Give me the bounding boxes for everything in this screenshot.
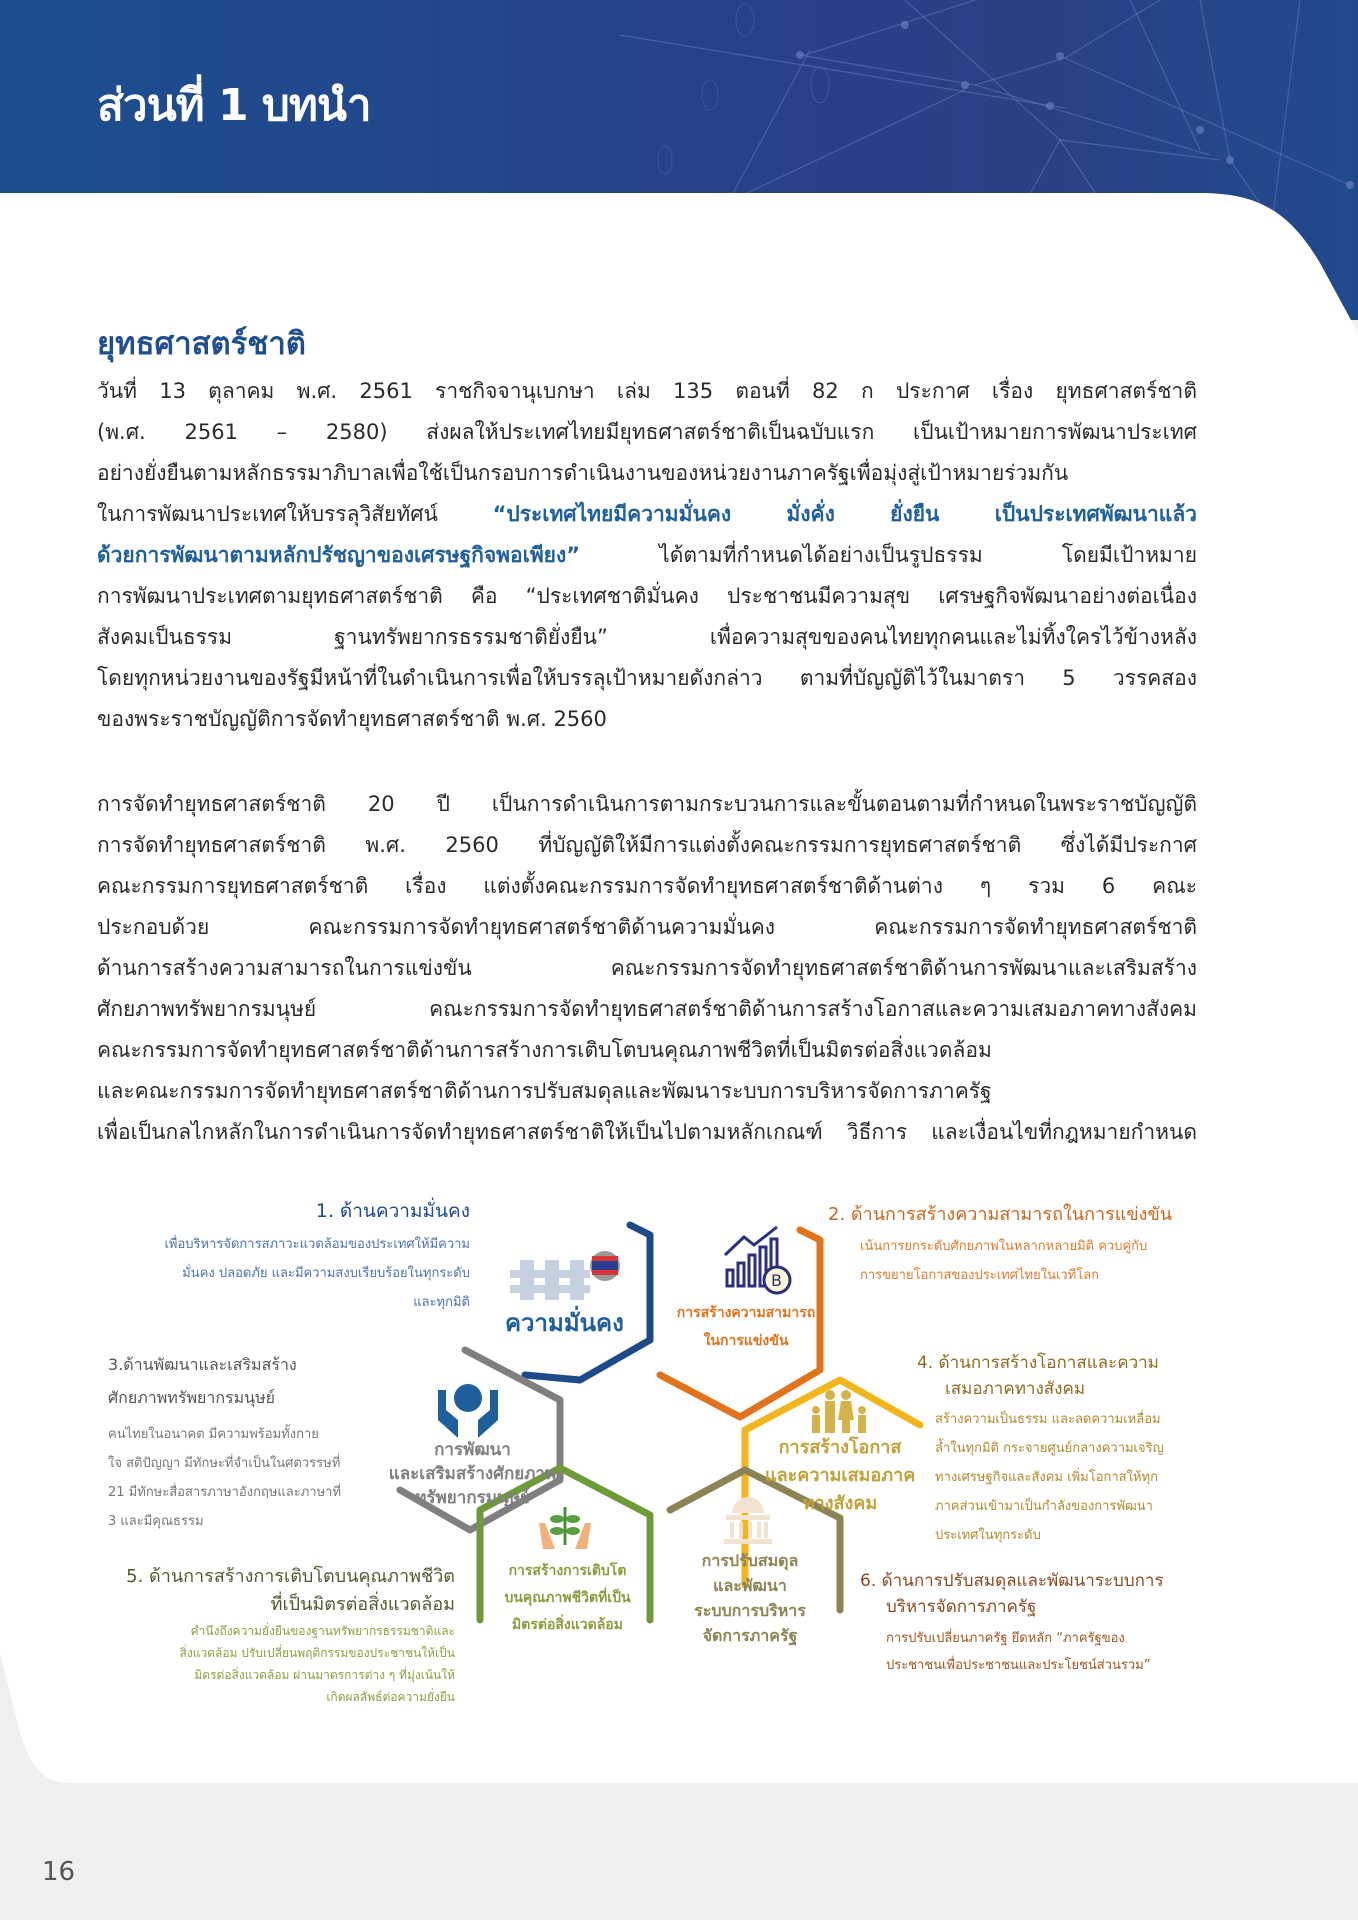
hex-label-line: ระบบการบริหาร: [694, 1601, 806, 1620]
title-line: 6. ด้านการปรับสมดุลและพัฒนาระบบการ: [860, 1571, 1164, 1591]
growth-chart-bitcoin-icon: [722, 1225, 797, 1300]
strategy-5-title: [100, 1563, 455, 1619]
desc-line: การขยายโอกาสของประเทศไทยในเวทีโลก: [860, 1268, 1100, 1283]
desc-line: 21 มีทักษะสื่อสารภาษาอังกฤษและภาษาที่: [108, 1485, 342, 1500]
title-line: 3.ด้านพัฒนาและเสริมสร้าง: [108, 1355, 297, 1374]
desc-line: สร้างความเป็นธรรม และลดความเหลื่อม: [935, 1412, 1161, 1427]
text-line: อย่างยั่งยืนตามหลักธรรมาภิบาลเพื่อใช้เป็นกรอบการดำเนินงานของหน่วยงานภาครัฐเพื่อมุ่งสู่เป้าหมายร่วมกัน: [97, 461, 1069, 485]
hex-label-competitiveness: [676, 1305, 816, 1350]
desc-line: คำนึงถึงความยั่งยืนของฐานทรัพยากรธรรมชาติและ: [190, 1624, 455, 1638]
text-line: (พ.ศ. 2561 – 2580) ส่งผลให้ประเทศไทยมียุทธศาสตร์ชาติเป็นฉบับแรก เป็นเป้าหมายการพัฒนาประเทศ: [97, 420, 1197, 444]
hex-label-line: และความเสมอภาค: [765, 1465, 916, 1486]
strategy-6-description: [886, 1625, 1150, 1679]
text-line: ศักยภาพทรัพยากรมนุษย์ คณะกรรมการจัดทำยุทธศาสตร์ชาติด้านการสร้างโอกาสและความเสมอภาคทางสังคม: [97, 997, 1197, 1021]
title-line: ที่เป็นมิตรต่อสิ่งแวดล้อม: [270, 1594, 455, 1615]
desc-line: ประเทศในทุกระดับ: [935, 1528, 1041, 1543]
title-line: 4. ด้านการสร้างโอกาสและความ: [917, 1353, 1159, 1373]
hands-person-icon: [436, 1380, 500, 1440]
strategy-3-title: [108, 1348, 297, 1414]
hex-label-line: ทางสังคม: [802, 1493, 878, 1514]
strategy-1-title: 1. ด้านความมั่นคง: [315, 1200, 470, 1222]
title-line: 5. ด้านการสร้างการเติบโตบนคุณภาพชีวิต: [126, 1566, 455, 1587]
strategy-6-title: [860, 1568, 1164, 1620]
family-icon: [810, 1390, 870, 1435]
text-run: ได้ตามที่กำหนดได้อย่างเป็นรูปธรรม โดยมีเป้าหมาย: [580, 543, 1197, 567]
text-line: การจัดทำยุทธศาสตร์ชาติ 20 ปี เป็นการดำเนินการตามกระบวนการและขั้นตอนตามที่กำหนดในพระราชบัญญัติ: [97, 792, 1197, 816]
text-line: ของพระราชบัญญัติการจัดทำยุทธศาสตร์ชาติ พ.ศ. 2560: [97, 707, 607, 731]
hands-plant-icon: [537, 1505, 593, 1551]
strategy-infographic: [0, 1180, 1358, 1720]
text-line: โดยทุกหน่วยงานของรัฐมีหน้าที่ในดำเนินการเพื่อให้บรรลุเป้าหมายดังกล่าว ตามที่บัญญัติไว้ในมาตรา 5 วรรคสอง: [97, 666, 1197, 690]
chapter-title: ส่วนที่ 1 บทนำ: [97, 80, 371, 131]
hex-label-line: ทรัพยากรมนุษย์: [415, 1488, 530, 1508]
desc-line: เน้นการยกระดับศักยภาพในหลากหลายมิติ ควบคู่กับ: [860, 1239, 1148, 1254]
strategy-3-description: [108, 1420, 341, 1536]
strategy-2-title: 2. ด้านการสร้างความสามารถในการแข่งขัน: [828, 1204, 1173, 1225]
strategy-4-title: [917, 1350, 1159, 1402]
hex-label-line: การสร้างการเติบโต: [508, 1563, 627, 1579]
desc-line: ประชาชนเพื่อประชาชนและประโยชน์ส่วนรวม”: [886, 1658, 1151, 1673]
hex-label-human-resources: [385, 1438, 560, 1510]
desc-line: การปรับเปลี่ยนภาครัฐ ยึดหลัก “ภาครัฐของ: [886, 1631, 1125, 1646]
text-line: เพื่อเป็นกลไกหลักในการดำเนินการจัดทำยุทธศาสตร์ชาติให้เป็นไปตามหลักเกณฑ์ วิธีการ และเงื่อนไขที่กฎหมายกำหนด: [97, 1120, 1197, 1144]
title-line: บริหารจัดการภาครัฐ: [886, 1597, 1037, 1617]
text-line: วันที่ 13 ตุลาคม พ.ศ. 2561 ราชกิจจานุเบกษา เล่ม 135 ตอนที่ 82 ก ประกาศ เรื่อง ยุทธศาสตร์ชาติ: [97, 379, 1197, 403]
title-line: เสมอภาคทางสังคม: [945, 1379, 1086, 1399]
strategy-2-description: [860, 1232, 1147, 1290]
vision-quote: “ประเทศไทยมีความมั่นคง มั่งคั่ง ยั่งยืน เป็นประเทศพัฒนาแล้ว: [492, 502, 1197, 526]
desc-line: สิ่งแวดล้อม ปรับเปลี่ยนพฤติกรรมของประชาชนให้เป็น: [179, 1646, 455, 1660]
desc-line: มิตรต่อสิ่งแวดล้อม ผ่านมาตรการต่าง ๆ ที่มุ่งเน้นให้: [194, 1668, 455, 1682]
desc-line: มั่นคง ปลอดภัย และมีความสงบเรียบร้อยในทุกระดับ: [182, 1266, 470, 1281]
hex-label-security: ความมั่นคง: [505, 1309, 624, 1337]
page-number: 16: [42, 1857, 76, 1887]
desc-line: ใจ สติปัญญา มีทักษะที่จำเป็นในศตวรรษที่: [108, 1456, 341, 1471]
text-line: การจัดทำยุทธศาสตร์ชาติ พ.ศ. 2560 ที่บัญญัติให้มีการแต่งตั้งคณะกรรมการยุทธศาสตร์ชาติ ซึ่งได้มีประกาศ: [97, 833, 1197, 857]
desc-line: ทางเศรษฐกิจและสังคม เพิ่มโอกาสให้ทุก: [935, 1470, 1158, 1485]
hex-label-line: ในการแข่งขัน: [703, 1332, 789, 1349]
text-line: [97, 499, 1197, 529]
hex-label-line: การพัฒนา: [434, 1440, 511, 1460]
hex-label-line: บนคุณภาพชีวิตที่เป็น: [504, 1590, 631, 1606]
text-line: ประกอบด้วย คณะกรรมการจัดทำยุทธศาสตร์ชาติด้านความมั่นคง คณะกรรมการจัดทำยุทธศาสตร์ชาติ: [97, 915, 1197, 939]
vision-quote: ด้วยการพัฒนาตามหลักปรัชญาของเศรษฐกิจพอเพียง”: [97, 543, 581, 567]
text-line: และคณะกรรมการจัดทำยุทธศาสตร์ชาติด้านการปรับสมดุลและพัฒนาระบบการบริหารจัดการภาครัฐ: [97, 1079, 992, 1103]
strategy-5-description: [100, 1620, 455, 1708]
desc-line: และทุกมิติ: [413, 1295, 470, 1310]
fence-flag-icon: [510, 1250, 630, 1310]
desc-line: ภาคส่วนเข้ามาเป็นกำลังของการพัฒนา: [935, 1499, 1153, 1514]
hex-label-social-equality: [765, 1434, 915, 1518]
strategy-4-description: [935, 1405, 1164, 1550]
title-line: ศักยภาพทรัพยากรมนุษย์: [108, 1388, 276, 1407]
desc-line: เกิดผลลัพธ์ต่อความยั่งยืน: [326, 1690, 455, 1704]
hex-label-line: มิตรต่อสิ่งแวดล้อม: [512, 1617, 623, 1633]
desc-line: คนไทยในอนาคต มีความพร้อมทั้งกาย: [108, 1427, 319, 1442]
section-heading: ยุทธศาสตร์ชาติ: [97, 326, 306, 362]
hex-label-line: การสร้างความสามารถ: [676, 1305, 816, 1321]
text-line: คณะกรรมการยุทธศาสตร์ชาติ เรื่อง แต่งตั้งคณะกรรมการจัดทำยุทธศาสตร์ชาติด้านต่าง ๆ รวม 6 คณะ: [97, 874, 1197, 898]
hex-label-line: จัดการภาครัฐ: [702, 1626, 798, 1645]
text-line: สังคมเป็นธรรม ฐานทรัพยากรธรรมชาติยั่งยืน” เพื่อความสุขของคนไทยทุกคนและไม่ทิ้งใครไว้ข้างหลัง: [97, 625, 1197, 649]
hex-label-public-sector: [680, 1548, 820, 1648]
strategy-1-description: [110, 1230, 470, 1317]
text-line: คณะกรรมการจัดทำยุทธศาสตร์ชาติด้านการสร้างการเติบโตบนคุณภาพชีวิตที่เป็นมิตรต่อสิ่งแวดล้อม: [97, 1038, 992, 1062]
text-run: ในการพัฒนาประเทศให้บรรลุวิสัยทัศน์: [97, 502, 493, 526]
hex-label-line: การปรับสมดุล: [701, 1551, 799, 1570]
hex-label-line: และเสริมสร้างศักยภาพ: [388, 1464, 557, 1484]
desc-line: ล้ำในทุกมิติ กระจายศูนย์กลางความเจริญ: [935, 1441, 1164, 1456]
text-line: ด้านการสร้างความสามารถในการแข่งขัน คณะกรรมการจัดทำยุทธศาสตร์ชาติด้านการพัฒนาและเสริมสร้าง: [97, 956, 1197, 980]
hex-label-line: การสร้างโอกาส: [778, 1437, 902, 1458]
hex-label-line: และพัฒนา: [713, 1576, 787, 1595]
desc-line: เพื่อบริหารจัดการสภาวะแวดล้อมของประเทศให้มีความ: [164, 1237, 470, 1252]
text-line: การพัฒนาประเทศตามยุทธศาสตร์ชาติ คือ “ประเทศชาติมั่นคง ประชาชนมีความสุข เศรษฐกิจพัฒนาอย่างต่อเนื่อง: [97, 584, 1197, 608]
svg-text:B: B: [771, 1271, 782, 1290]
desc-line: 3 และมีคุณธรรม: [108, 1514, 204, 1529]
hex-label-green-growth: [490, 1558, 645, 1639]
text-line: [97, 540, 1197, 570]
